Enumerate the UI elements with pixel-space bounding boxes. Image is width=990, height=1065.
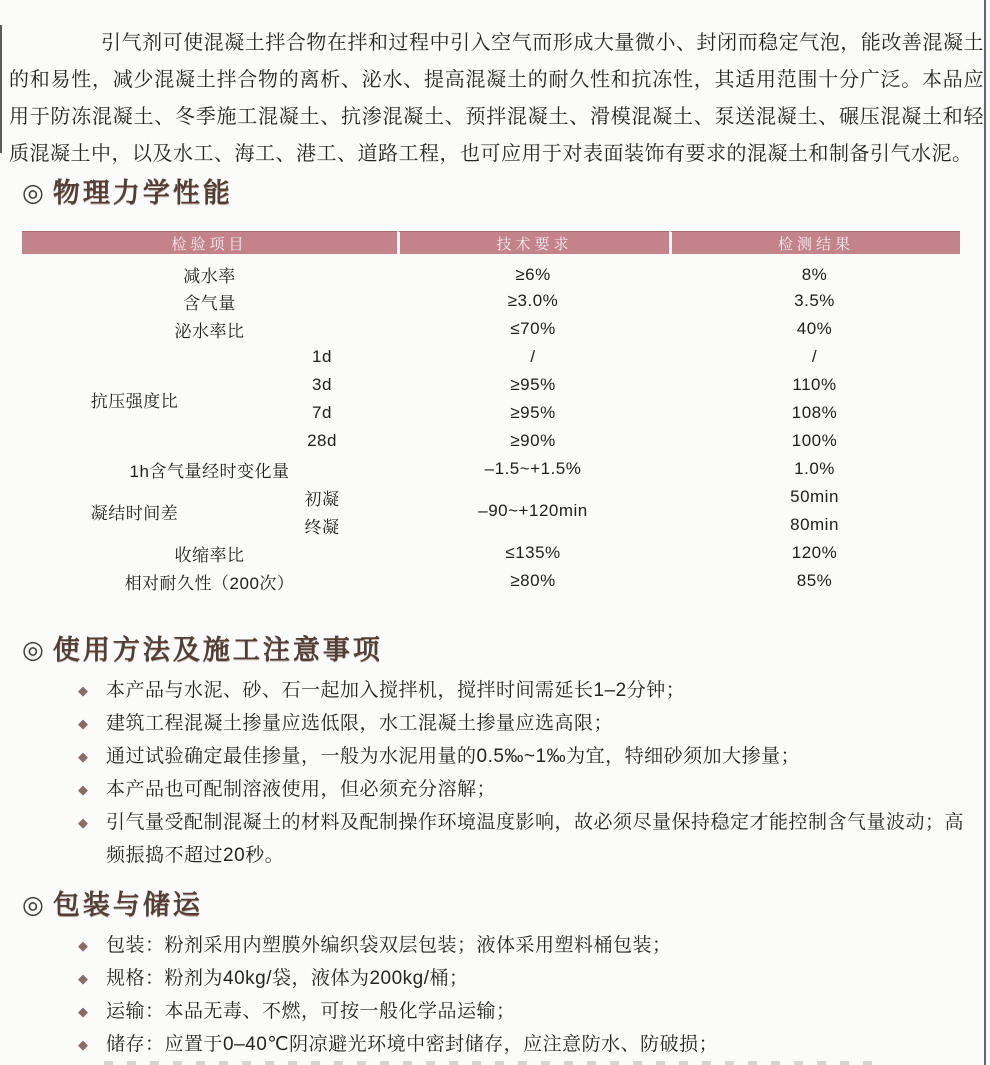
result-cell: 100% [791, 431, 838, 450]
table-row [22, 567, 960, 595]
section-title: 物理力学性能 [52, 178, 233, 208]
list-item-text: 储存：应置于0–40℃阴凉避光环境中密封储存，应注意防水、防破损； [106, 1034, 719, 1055]
result-cell: 8% [801, 264, 828, 284]
sub-item-cell: 1d [312, 347, 332, 366]
table-row [22, 254, 960, 287]
requirement-cell: –1.5~+1.5% [484, 459, 582, 478]
sub-item-cell: 3d [312, 375, 332, 394]
diamond-bullet-icon: ◆ [78, 815, 89, 830]
table-row [22, 539, 960, 567]
list-item-text: 通过试验确定最佳掺量，一般为水泥用量的0.5‰~1‰为宜，特细砂须加大掺量； [106, 746, 801, 767]
table-row [22, 287, 960, 315]
result-cell: / [811, 347, 818, 366]
scan-right-edge-line [984, 0, 986, 1065]
list-item [78, 929, 990, 962]
section-marker-icon: ◎ [22, 891, 44, 919]
diamond-bullet-icon: ◆ [78, 971, 89, 986]
list-item [78, 773, 990, 806]
requirement-cell: ≥95% [510, 403, 556, 422]
diamond-bullet-icon: ◆ [78, 749, 89, 764]
list-item-text: 本产品也可配制溶液使用，但必须充分溶解； [106, 779, 497, 800]
sub-item-cell: 7d [312, 403, 332, 422]
list-item [78, 962, 990, 995]
properties-table [22, 231, 960, 595]
requirement-cell: ≥90% [510, 431, 556, 450]
section-heading-usage-notes [22, 634, 990, 666]
diamond-bullet-icon: ◆ [78, 938, 89, 953]
section-heading-packaging-storage [22, 889, 990, 921]
item-cell: 收缩率比 [174, 545, 245, 565]
scan-left-edge-line [0, 25, 2, 153]
list-item-text: 建筑工程混凝土掺量应选低限，水工混凝土掺量应选高限； [106, 713, 614, 734]
list-item [78, 674, 990, 707]
result-cell: 108% [791, 403, 838, 422]
requirement-cell: ≥6% [515, 264, 551, 284]
result-cell: 120% [791, 543, 838, 562]
diamond-bullet-icon: ◆ [78, 716, 89, 731]
table-row [22, 483, 960, 511]
requirement-cell: ≤70% [510, 319, 556, 338]
cutoff-text-line [104, 1061, 884, 1065]
column-header-result: 检测结果 [669, 231, 960, 254]
table-row [22, 455, 960, 483]
usage-notes-list [0, 674, 990, 872]
result-cell: 40% [796, 319, 833, 338]
table-row [22, 315, 960, 343]
item-cell: 相对耐久性（200次） [124, 573, 295, 593]
result-cell: 1.0% [794, 459, 835, 478]
requirement-cell: ≥95% [510, 375, 556, 394]
list-item [78, 995, 990, 1028]
section-marker-icon: ◎ [22, 179, 44, 207]
list-item-text: 包装：粉剂采用内塑膜外编织袋双层包装；液体采用塑料桶包装； [106, 935, 672, 956]
result-cell: 85% [796, 571, 833, 590]
item-cell: 1h含气量经时变化量 [129, 461, 290, 481]
column-header-requirement: 技术要求 [397, 231, 669, 254]
intro-paragraph: 引气剂可使混凝土拌合物在拌和过程中引入空气而形成大量微小、封闭而稳定气泡，能改善混凝土的和易性，减少混凝土拌合物的离析、泌水、提高混凝土的耐久性和抗冻性，其适用范围十分广泛。本品应用于防冻混凝土、冬季施工混凝土、抗渗混凝土、预拌混凝土、滑模混凝土、泵送混凝土、碾压混凝土和轻质混凝土中，以及水工、海工、港工、道路工程，也可应用于对表面装饰有要求的混凝土和制备引气水泥。 [9, 32, 984, 165]
group-cell: 凝结时间差 [90, 503, 179, 523]
sub-item-cell: 初凝 [304, 489, 340, 509]
result-cell: 3.5% [794, 291, 835, 310]
column-header-item: 检验项目 [22, 231, 397, 254]
requirement-cell: ≥3.0% [507, 291, 559, 310]
requirement-cell: –90~+120min [478, 501, 588, 520]
sub-item-cell: 终凝 [304, 517, 340, 537]
section-marker-icon: ◎ [22, 636, 44, 664]
requirement-cell: / [530, 347, 536, 366]
table-header-row [22, 231, 960, 254]
list-item [78, 806, 990, 872]
list-item-text: 运输：本品无毒、不燃，可按一般化学品运输； [106, 1001, 516, 1022]
sub-item-cell: 28d [307, 431, 337, 450]
result-cell: 80min [790, 515, 839, 534]
list-item [78, 740, 990, 773]
item-cell: 泌水率比 [174, 321, 245, 341]
list-item [78, 1028, 990, 1061]
diamond-bullet-icon: ◆ [78, 1037, 89, 1052]
section-title: 使用方法及施工注意事项 [52, 635, 383, 665]
requirement-cell: ≥80% [510, 571, 556, 590]
list-item [78, 707, 990, 740]
list-item-text: 规格：粉剂为40kg/袋，液体为200kg/桶； [106, 968, 469, 989]
diamond-bullet-icon: ◆ [78, 683, 89, 698]
diamond-bullet-icon: ◆ [78, 1004, 89, 1019]
list-item-text: 本产品与水泥、砂、石一起加入搅拌机，搅拌时间需延长1–2分钟； [106, 680, 686, 701]
result-cell: 50min [790, 487, 839, 506]
packaging-storage-list [0, 929, 990, 1061]
diamond-bullet-icon: ◆ [78, 782, 89, 797]
requirement-cell: ≤135% [505, 543, 561, 562]
section-title: 包装与储运 [52, 890, 203, 920]
item-cell: 减水率 [183, 267, 236, 286]
list-item-text: 引气量受配制混凝土的材料及配制操作环境温度影响，故必须尽量保持稳定才能控制含气量波动；高频振捣不超过20秒。 [106, 812, 965, 866]
table-row [22, 343, 960, 371]
group-cell: 抗压强度比 [90, 391, 179, 411]
section-heading-physical-properties [22, 177, 990, 209]
result-cell: 110% [792, 375, 837, 394]
item-cell: 含气量 [183, 293, 236, 313]
